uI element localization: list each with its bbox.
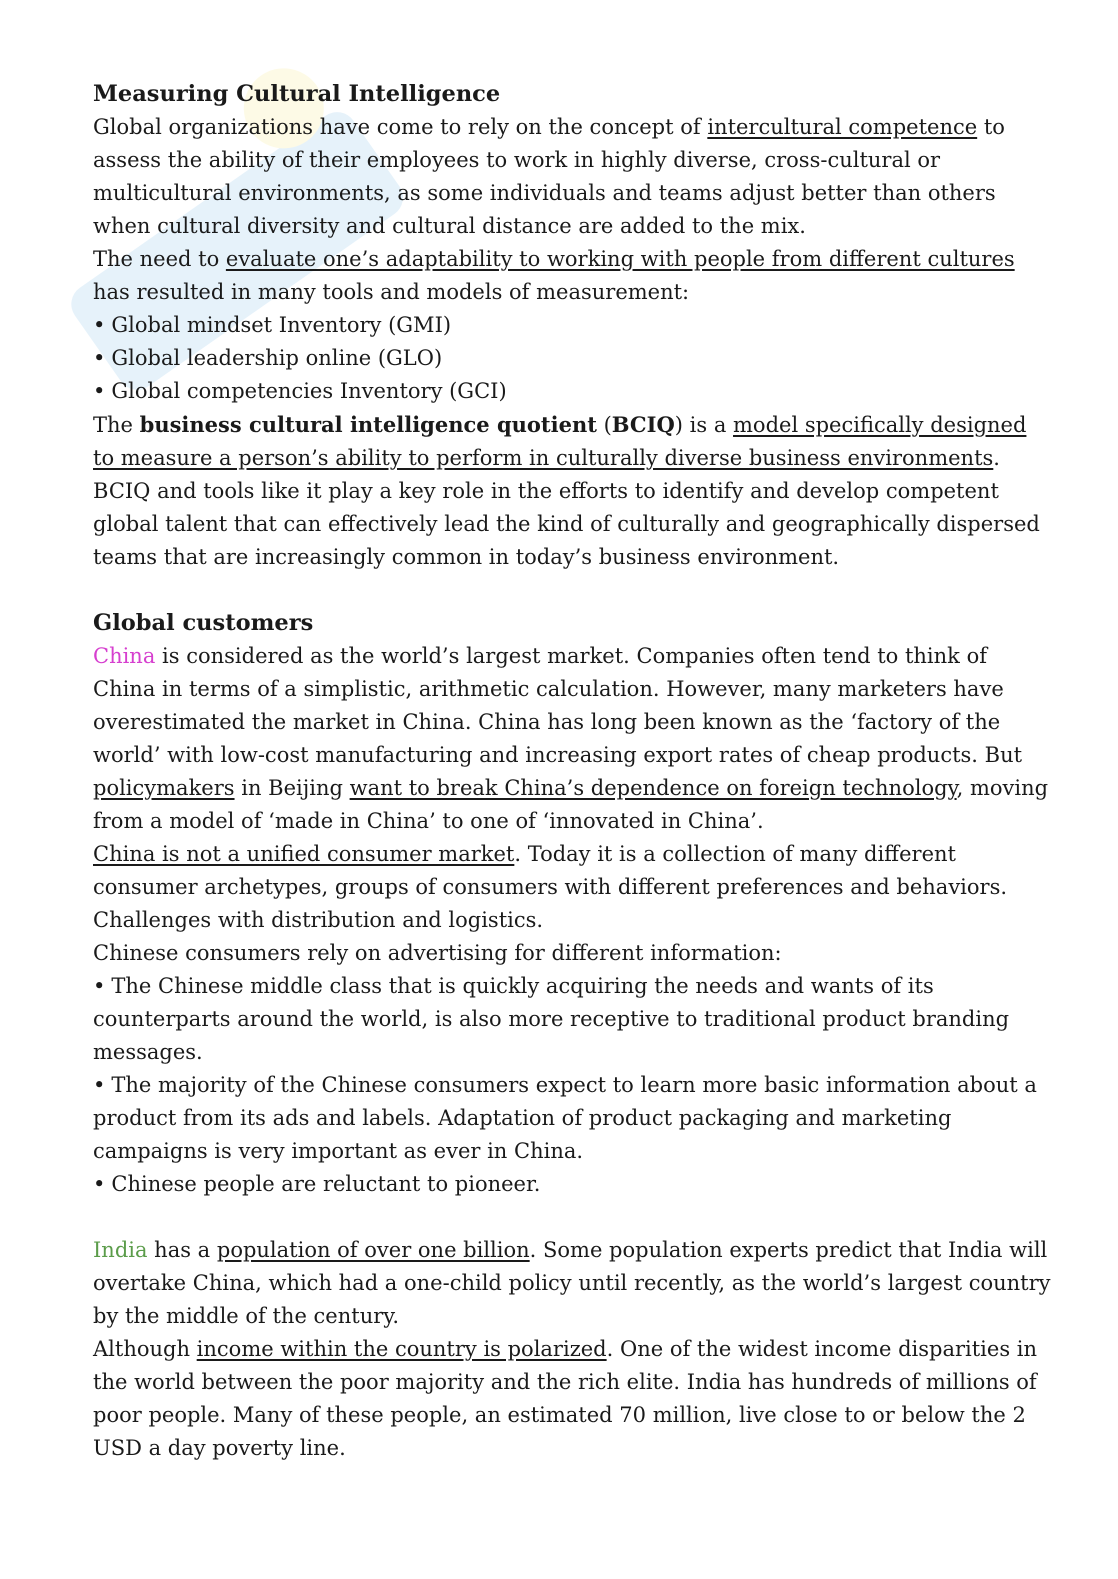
list-item: • The Chinese middle class that is quickly acquiring the needs and wants of its counterparts around the world, is also more receptive to traditional product branding messages. [93,974,1010,1064]
paragraph: Although income within the country is polarized. One of the widest income disparities in the world between the poor majority and the rich elite. India has hundreds of millions of poor people. Many of these people, an estimated 70 million, live close to or below the 2 USD a day poverty line. [93,1337,1038,1460]
india-label: India [93,1238,148,1262]
section-heading-cultural-intelligence: Measuring Cultural Intelligence [93,81,501,107]
paragraph: India has a population of over one billion. Some population experts predict that India will overtake China, which had a one-child policy until recently, as the world’s largest country by the middle of the century. [93,1238,1051,1328]
underlined-phrase: policymakers [93,776,235,800]
paragraph: China is not a unified consumer market. Today it is a collection of many different consumer archetypes, groups of consumers with different preferences and behaviors. [93,842,1008,899]
paragraph: The business cultural intelligence quotient (BCIQ) is a model specifically designed to measure a person’s ability to perform in culturally diverse business environments. [93,412,1027,470]
list-item: • The majority of the Chinese consumers expect to learn more basic information about a product from its ads and labels. Adaptation of product packaging and marketing campaigns is very important as ever in China. [93,1073,1037,1163]
underlined-phrase: intercultural competence [707,115,978,139]
section-heading-global-customers: Global customers [93,610,314,636]
china-label: China [93,644,156,668]
underlined-phrase: income within the country is polarized [196,1337,607,1361]
underlined-phrase: evaluate one’s adaptability to working with people from different cultures [225,247,1015,271]
paragraph: Chinese consumers rely on advertising for different information: [93,941,782,965]
list-item: • Global leadership online (GLO) [93,346,443,370]
paragraph: BCIQ and tools like it play a key role in the efforts to identify and develop competent global talent that can effectively lead the kind of culturally and geographically dispersed teams that are increasingly common in today’s business environment. [93,479,1040,569]
paragraph: The need to evaluate one’s adaptability to working with people from different cultures has resulted in many tools and models of measurement: [93,247,1015,304]
underlined-phrase: model specifically designed to measure a person’s ability to perform in culturally diverse business environments [93,413,1027,470]
paragraph: China is considered as the world’s largest market. Companies often tend to think of China in terms of a simplistic, arithmetic calculation. However, many marketers have overestimated the market in China. China has long been known as the ‘factory of the world’ with low-cost manufacturing and increasing export rates of cheap products. But policymakers in Beijing want to break China’s dependence on foreign technology, moving from a model of ‘made in China’ to one of ‘innovated in China’. [93,644,1049,833]
underlined-phrase: China is not a unified consumer market [93,842,515,866]
list-item: • Global mindset Inventory (GMI) [93,313,452,337]
list-item: • Global competencies Inventory (GCI) [93,379,507,403]
underlined-phrase: want to break China’s dependence on foreign technology [349,776,957,800]
document-page [93,78,1053,1465]
paragraph: Global organizations have come to rely on the concept of intercultural competence to assess the ability of their employees to work in highly diverse, cross-cultural or multicultural environments, as some individuals and teams adjust better than others when cultural diversity and cultural distance are added to the mix. [93,115,1005,238]
underlined-phrase: population of over one billion [216,1238,530,1262]
list-item: • Chinese people are reluctant to pioneer. [93,1172,541,1196]
paragraph: Challenges with distribution and logistics. [93,908,544,932]
